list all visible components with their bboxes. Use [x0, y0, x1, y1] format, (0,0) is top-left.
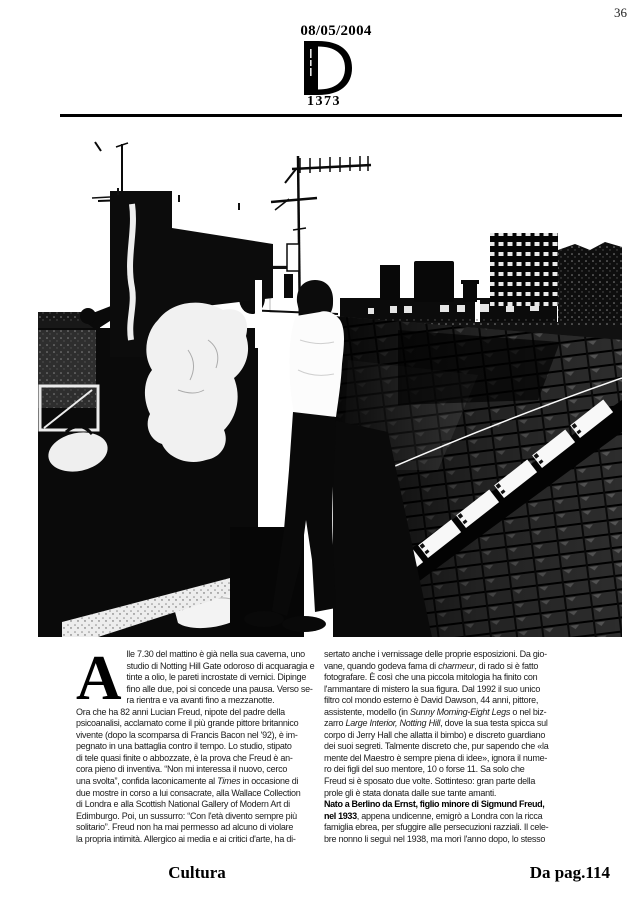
- continued-from-label: Da pag.114: [529, 863, 610, 882]
- section-label: Cultura: [168, 863, 226, 882]
- column-left-text: lle 7.30 del mattino è già nella sua caverna, uno studio di Notting Hill Gate odoroso di acquaragia e tinte a olio, le pareti incrostate di vernici. Dipinge fino alle due, poi si concede una pausa. Verso se- ra rientra e va avanti fino a mezzanotte. Ora che ha 82 anni Lucian Freud, nipote del padre della psicoanalisi, acclamato come il più grande pittore britannico vivente (dopo la scomparsa di Francis Bacon nel '92), è im- pegnato in una battaglia contro il tempo. Lo studio, stipato di tele quasi finite o abbozzate, è la prova che Freud è an- cora pieno di inventiva. “Non mi interessa il nuovo, cerco una svolta”, confida laconicamente al Times in occasione di due mostre in corso a lui consacrate, alla Wallace Collection di Londra e alla Scottish National Gallery of Modern Art di Edimburgo. Poi, un sussurro: “Con l'età divento sempre più solitario”. Freud non ha mai permesso ad alcuno di violare la propria intimità. Allergico ai media e ai critici d'arte, ha di-: [76, 649, 315, 844]
- page-number: 36: [614, 5, 627, 20]
- issue-number: 1373: [307, 94, 341, 109]
- header-date: 08/05/2004: [300, 23, 372, 39]
- article-photo: [38, 140, 622, 637]
- header-rule: [60, 114, 622, 117]
- drop-cap: A: [76, 643, 122, 713]
- masthead-d-glyph: [304, 41, 354, 95]
- article-body: [76, 643, 566, 845]
- article-column-right: [324, 649, 566, 845]
- article-column-left: [76, 643, 318, 845]
- masthead-d-logo: [304, 41, 354, 95]
- column-right-text: sertato anche i vernissage delle proprie esposizioni. Da gio- vane, quando godeva fama di charmeur, di rado si è fatto fotografare. È così che una piccola mitologia ha finito con l'ammantare di mistero la sua figura. Dal 1992 il suo unico filtro col mondo esterno è David Dawson, 44 anni, pittore, assistente, modello (in Sunny Morning-Eight Legs o nel biz- zarro Large Interior, Notting Hill, dove la sua testa spicca sul corpo di Jerry Hall che allatta il bimbo) e discreto guardiano dei suoi segreti. Talmente discreto che, pur sapendo che «la mente del Maestro è sempre piena di idee», ignora il nume- ro dei figli del suo mentore, 10 o forse 11. Sa solo che Freud si è sposato due volte. Sottinteso: gran parte della prole gli è stata donata dalle sue tante amanti. Nato a Berlino da Ernst, figlio minore di Sigmund Freud, nel 1933, appena undicenne, emigrò a Londra con la ricca famiglia ebrea, per sfuggire alle persecuzioni razziali. Il cele- bre nonno li seguì nel 1938, ma morì l'anno dopo, lo stesso: [324, 649, 549, 844]
